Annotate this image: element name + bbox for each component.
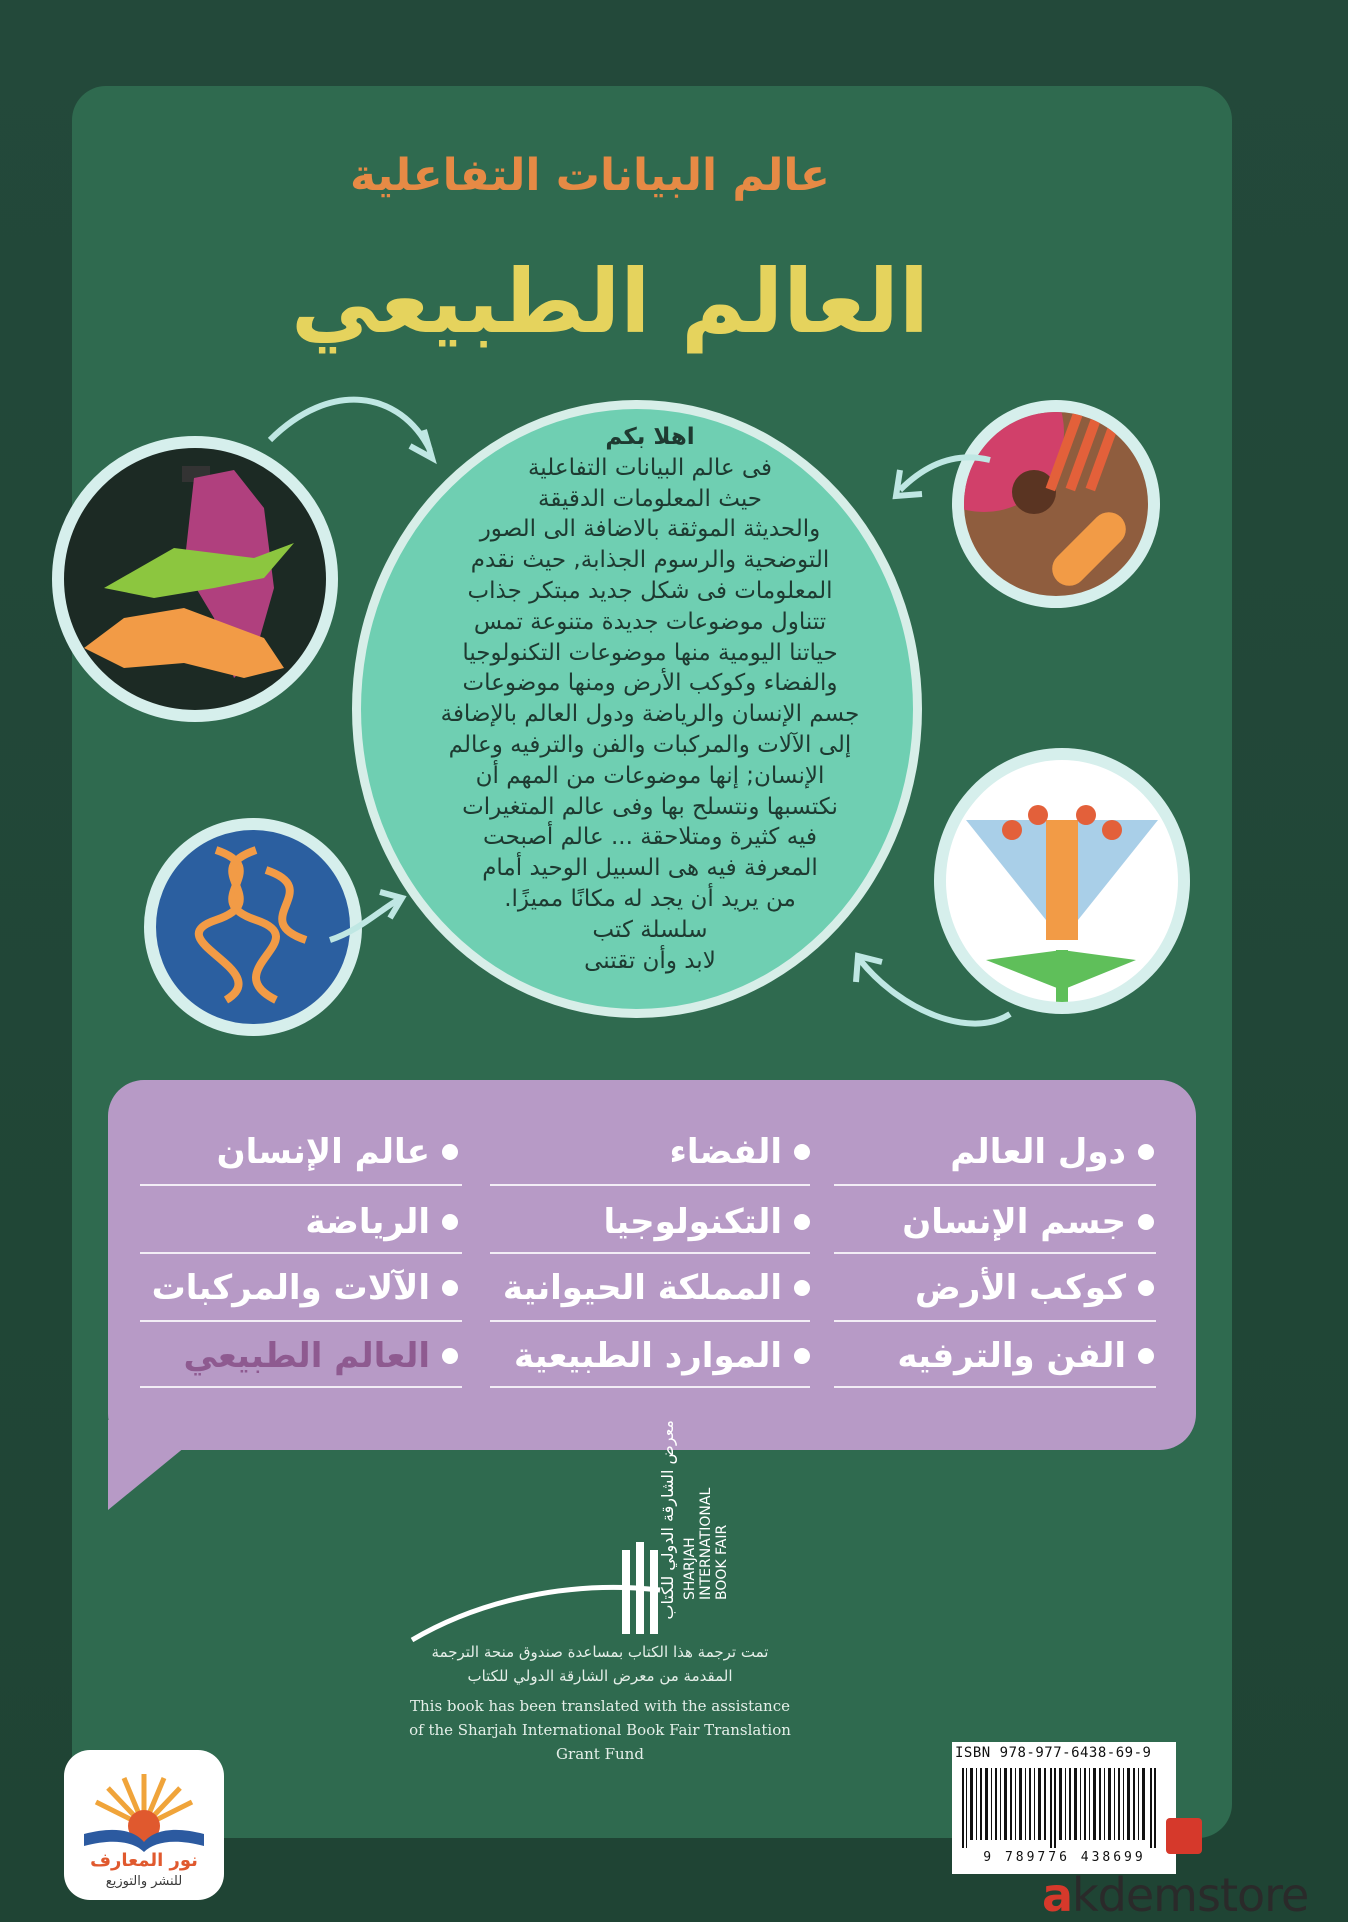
bullet-dot bbox=[794, 1144, 810, 1160]
series-item-label: الآلات والمركبات bbox=[151, 1268, 430, 1308]
intro-line: المعرفة فيه هى السبيل الوحيد أمام bbox=[482, 855, 818, 882]
series-item bbox=[950, 1132, 1154, 1172]
bullet-dot bbox=[794, 1214, 810, 1230]
intro-text bbox=[390, 422, 910, 976]
series-item bbox=[503, 1268, 810, 1308]
publisher-subtitle: للنشر والتوزيع bbox=[105, 1874, 183, 1889]
item-underline bbox=[834, 1252, 1156, 1254]
credit-english bbox=[380, 1694, 820, 1766]
series-item-label: العالم الطبيعي bbox=[183, 1336, 430, 1376]
item-underline bbox=[490, 1184, 810, 1186]
fair-logo-en-2: INTERNATIONAL bbox=[698, 1487, 714, 1600]
bullet-dot bbox=[1138, 1280, 1154, 1296]
isbn-label: ISBN 978-977-6438-69-9 bbox=[955, 1745, 1152, 1761]
intro-line: حياتنا اليومية منها موضوعات التكنولوجيا bbox=[462, 639, 838, 666]
series-item-label: الفضاء bbox=[669, 1132, 782, 1172]
series-item bbox=[604, 1202, 811, 1242]
store-watermark bbox=[1042, 1868, 1308, 1922]
intro-line: والحديثة الموثقة بالاضافة الى الصور bbox=[479, 516, 821, 543]
bullet-dot bbox=[794, 1348, 810, 1364]
series-item-label: كوكب الأرض bbox=[915, 1268, 1126, 1308]
intro-line: من يريد أن يجد له مكانًا مميزًا. bbox=[504, 885, 796, 912]
intro-line: التوضحية والرسوم الجذابة, حيث نقدم bbox=[470, 547, 830, 574]
item-underline bbox=[834, 1184, 1156, 1186]
item-underline bbox=[140, 1184, 462, 1186]
series-item-label: دول العالم bbox=[950, 1132, 1126, 1172]
series-item-label: الموارد الطبيعية bbox=[513, 1336, 782, 1376]
credit-en-line: of the Sharjah International Book Fair Translation bbox=[409, 1721, 791, 1739]
fair-logo-en-1: SHARJAH bbox=[682, 1537, 698, 1600]
bullet-dot bbox=[442, 1214, 458, 1230]
series-item bbox=[897, 1336, 1154, 1376]
item-underline bbox=[834, 1320, 1156, 1322]
intro-line: الإنسان; إنها موضوعات من المهم أن bbox=[475, 762, 825, 789]
series-item-label: الفن والترفيه bbox=[897, 1336, 1126, 1376]
credit-en-line: This book has been translated with the assistance bbox=[410, 1697, 790, 1715]
series-item bbox=[915, 1268, 1154, 1308]
bullet-dot bbox=[442, 1348, 458, 1364]
series-item bbox=[514, 1336, 810, 1376]
intro-line: لابد وأن تقتنى bbox=[584, 947, 716, 974]
intro-line: والفضاء وكوكب الأرض ومنها موضوعات bbox=[462, 670, 838, 697]
series-item bbox=[217, 1132, 458, 1172]
ean-digits: 9 789776 438699 bbox=[983, 1850, 1146, 1865]
barcode-bars bbox=[960, 1768, 1165, 1848]
store-bag-icon bbox=[1166, 1818, 1202, 1854]
intro-line: جسم الإنسان والرياضة ودول العالم بالإضافة bbox=[440, 701, 860, 728]
credit-ar-line: تمت ترجمة هذا الكتاب بمساعدة صندوق منحة الترجمة bbox=[431, 1643, 769, 1661]
series-item-label: المملكة الحيوانية bbox=[502, 1268, 782, 1308]
series-item bbox=[305, 1202, 458, 1242]
bullet-dot bbox=[442, 1280, 458, 1296]
bullet-dot bbox=[1138, 1144, 1154, 1160]
intro-line: المعلومات فى شكل جديد مبتكر جذاب bbox=[467, 577, 833, 604]
series-item-label: التكنولوجيا bbox=[603, 1202, 782, 1242]
series-item-label: جسم الإنسان bbox=[902, 1202, 1126, 1242]
series-item-current bbox=[183, 1336, 458, 1376]
item-underline bbox=[490, 1386, 810, 1388]
speech-tail bbox=[108, 1420, 218, 1510]
fair-logo-en-3: BOOK FAIR bbox=[714, 1524, 730, 1600]
fair-logo-ar: معرض الشارقة الدولي للكتاب bbox=[658, 1420, 677, 1620]
series-item-label: عالم الإنسان bbox=[216, 1132, 430, 1172]
item-underline bbox=[834, 1386, 1156, 1388]
credit-en-line: Grant Fund bbox=[556, 1745, 644, 1763]
bullet-dot bbox=[794, 1280, 810, 1296]
item-underline bbox=[490, 1252, 810, 1254]
intro-line: حيث المعلومات الدقيقة bbox=[537, 485, 762, 512]
intro-line: نكتسبها ونتسلح بها وفى عالم المتغيرات bbox=[462, 793, 838, 820]
bullet-dot bbox=[1138, 1348, 1154, 1364]
intro-line: سلسلة كتب bbox=[592, 916, 708, 943]
intro-line: فى عالم البيانات التفاعلية bbox=[527, 454, 773, 481]
bullet-dot bbox=[1138, 1214, 1154, 1230]
item-underline bbox=[140, 1386, 462, 1388]
series-item bbox=[902, 1202, 1154, 1242]
store-watermark-text: kdemstore bbox=[1072, 1868, 1309, 1922]
intro-line: تتناول موضوعات جديدة متنوعة تمس bbox=[473, 608, 827, 635]
store-watermark-initial: a bbox=[1042, 1868, 1073, 1922]
intro-line: اهلا بكم bbox=[605, 424, 695, 450]
item-underline bbox=[140, 1252, 462, 1254]
series-item bbox=[152, 1268, 458, 1308]
series-item-label: الرياضة bbox=[305, 1202, 430, 1242]
credit-arabic bbox=[380, 1640, 820, 1688]
item-underline bbox=[490, 1320, 810, 1322]
book-title: العالم الطبيعي bbox=[290, 250, 930, 353]
intro-line: إلى الآلات والمركبات والفن والترفيه وعالم bbox=[448, 731, 852, 758]
intro-line: فيه كثيرة ومتلاحقة ... عالم أصبحت bbox=[483, 824, 817, 851]
series-item bbox=[669, 1132, 810, 1172]
bullet-dot bbox=[442, 1144, 458, 1160]
credit-ar-line: المقدمة من معرض الشارقة الدولي للكتاب bbox=[467, 1667, 733, 1685]
item-underline bbox=[140, 1320, 462, 1322]
series-title: عالم البيانات التفاعلية bbox=[350, 150, 830, 201]
publisher-name: نور المعارف bbox=[90, 1850, 198, 1871]
